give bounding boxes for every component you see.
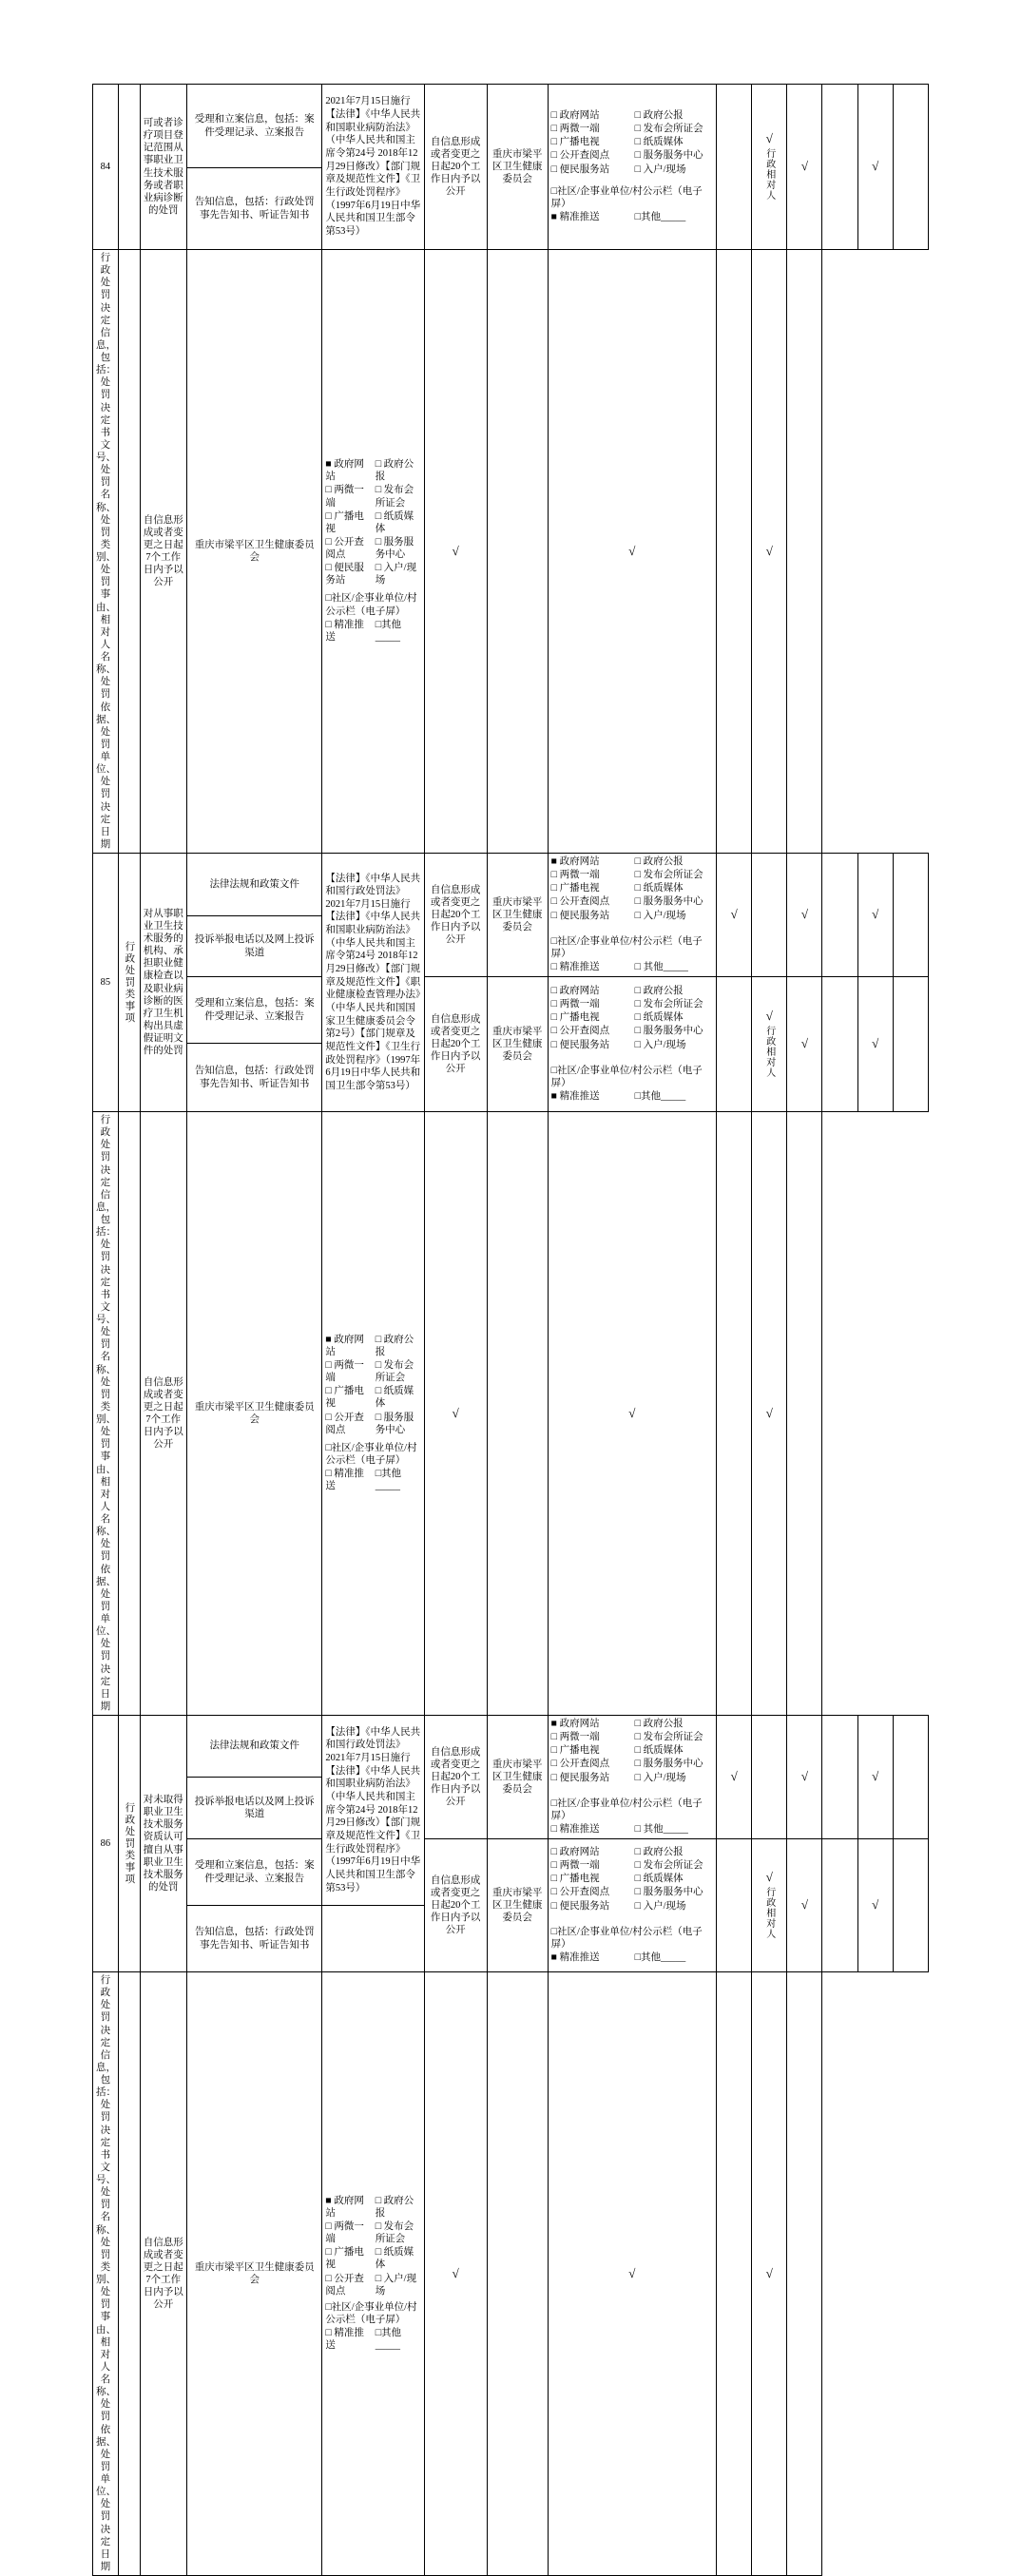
- chk-public-access[interactable]: □ 公开查阅点: [325, 536, 364, 560]
- time-limit-85c: 自信息形成或者变更之日起7个工作日内予以公开: [140, 1112, 187, 1716]
- category-cell-85: [118, 854, 140, 1112]
- time-limit-86c: 自信息形成或者变更之日起7个工作日内予以公开: [140, 1972, 187, 2576]
- chk-community-board[interactable]: □社区/企事业单位/村公示栏（电子屏）: [550, 185, 703, 209]
- chk-broadcast[interactable]: □ 广播电视: [550, 1874, 600, 1885]
- chk-gov-site[interactable]: □ 政府网站: [550, 110, 600, 121]
- mark-1-86b: [717, 1839, 752, 1972]
- table-row: [93, 977, 929, 1044]
- mark-2-84b: [487, 250, 548, 854]
- chk-press-conf[interactable]: □ 发布会所证会: [634, 870, 703, 881]
- chk-precise-push[interactable]: □ 精准推送: [550, 1823, 600, 1835]
- item-name-86: [140, 1716, 187, 1972]
- chk-broadcast[interactable]: □ 广播电视: [550, 1012, 600, 1024]
- chk-convenience[interactable]: □ 便民服务站: [550, 1039, 610, 1050]
- chk-public-access[interactable]: □ 公开查阅点: [325, 1412, 364, 1435]
- chk-paper-media[interactable]: □ 纸质媒体: [375, 2247, 414, 2271]
- content-laws-policies: 法律法规和政策文件: [209, 878, 299, 890]
- chk-two-micro[interactable]: □ 两微一端: [325, 485, 364, 509]
- content-cell: [187, 977, 322, 1044]
- item-name-84-text: 可或者诊疗项目登记范围从事职业卫生技术服务或者职业病诊断的处罚: [143, 118, 183, 216]
- table-row: [93, 1839, 929, 1906]
- chk-gov-site[interactable]: ■ 政府网站: [550, 856, 600, 867]
- chk-service-center[interactable]: □ 服务服务中心: [634, 150, 703, 162]
- mark-4-86a: [822, 1716, 857, 1839]
- content-decision-info: 行政处罚决定信息，包括：处罚决定书文号、处罚名称、处罚类别、处罚事由、相对人名称、处罚依据、处罚单位、处罚决定日期: [96, 1115, 116, 1712]
- category-cell-84: [118, 85, 140, 250]
- chk-gov-site[interactable]: ■ 政府网站: [325, 459, 364, 483]
- content-accept-case: 受理和立案信息，包括：案件受理记录、立案报告: [194, 1860, 315, 1884]
- chk-other[interactable]: □其他_____: [634, 211, 686, 222]
- mark-1-85c: √: [424, 1112, 487, 1716]
- chk-gov-gazette[interactable]: □ 政府公报: [375, 2195, 414, 2219]
- chk-gov-gazette[interactable]: □ 政府公报: [634, 986, 684, 996]
- chk-convenience[interactable]: □ 便民服务站: [550, 163, 610, 175]
- mark-5-86b: √: [857, 1839, 893, 1972]
- chk-community-board[interactable]: □社区/企事业单位/村公示栏（电子屏）: [325, 1442, 417, 1466]
- chk-other[interactable]: □ 其他_____: [634, 961, 688, 972]
- chk-door[interactable]: □ 入户/现场: [634, 1772, 686, 1783]
- channel-checklist[interactable]: [325, 1334, 420, 1493]
- mark-3-86b: √: [787, 1839, 822, 1972]
- chk-precise-push[interactable]: ■ 精准推送: [550, 211, 600, 222]
- admin-counterpart-label: 行政相对人: [763, 148, 775, 202]
- chk-community-board[interactable]: □社区/企事业单位/村公示栏（电子屏）: [325, 593, 417, 617]
- item-name-86-text: 对未取得职业卫生技术服务资质认可擅自从事职业卫生技术服务的处罚: [143, 1795, 183, 1893]
- category-label-85: 行政处罚类事项: [124, 940, 135, 1025]
- chk-door[interactable]: □ 入户/现场: [634, 910, 686, 921]
- time-limit-86b: 自信息形成或者变更之日起20个工作日内予以公开: [424, 1839, 487, 1972]
- table-row: [93, 1112, 929, 1716]
- table-row: [93, 1716, 929, 1778]
- channel-cell-86b: [548, 1839, 716, 1972]
- chk-community-board[interactable]: □社区/企事业单位/村公示栏（电子屏）: [550, 935, 703, 959]
- chk-gov-site[interactable]: □ 政府网站: [550, 986, 600, 996]
- content-cell: [93, 1972, 119, 2576]
- item-name-84: [140, 85, 187, 250]
- channel-checklist[interactable]: [551, 855, 713, 973]
- mark-3-84b: √: [548, 250, 716, 854]
- chk-two-micro[interactable]: □ 两微一端: [550, 999, 600, 1010]
- chk-community-board[interactable]: □社区/企事业单位/村公示栏（电子屏）: [325, 2301, 417, 2325]
- content-cell: [187, 85, 322, 168]
- chk-other[interactable]: □其他_____: [375, 619, 402, 643]
- channel-checklist[interactable]: [325, 458, 420, 644]
- channel-checklist[interactable]: [551, 1846, 713, 1964]
- chk-convenience[interactable]: □ 便民服务站: [550, 910, 610, 921]
- chk-paper-media[interactable]: □ 纸质媒体: [375, 510, 414, 534]
- chk-other[interactable]: □其他_____: [375, 1469, 402, 1492]
- chk-press-conf[interactable]: □ 发布会所证会: [375, 2221, 414, 2245]
- mark-6-84b: [787, 250, 822, 854]
- channel-checklist[interactable]: [551, 109, 713, 223]
- mark-1-85a: √: [717, 854, 752, 977]
- channel-checklist[interactable]: [325, 2195, 420, 2353]
- chk-paper-media[interactable]: □ 纸质媒体: [634, 1874, 684, 1885]
- chk-precise-push[interactable]: □ 精准推送: [325, 2328, 364, 2352]
- category-label-86: 行政处罚类事项: [124, 1801, 135, 1886]
- mark-5-84: √: [857, 85, 893, 250]
- admin-counterpart-label: 行政相对人: [763, 1887, 775, 1940]
- chk-press-conf[interactable]: □ 发布会所证会: [375, 1360, 414, 1384]
- mark-6-86c: [787, 1972, 822, 2576]
- mark-3-84: √: [787, 85, 822, 250]
- mark-4-86b: [822, 1839, 857, 1972]
- mark-1-84b: √: [424, 250, 487, 854]
- chk-broadcast[interactable]: □ 广播电视: [550, 137, 600, 148]
- content-notice-info: 告知信息，包括：行政处罚事先告知书、听证告知书: [194, 1066, 315, 1089]
- content-cell: [187, 1839, 322, 1906]
- mark-6-86b: [893, 1839, 928, 1972]
- table-row: [93, 85, 929, 168]
- chk-press-conf[interactable]: □ 发布会所证会: [634, 999, 703, 1010]
- org-85c: 重庆市梁平区卫生健康委员会: [187, 1112, 322, 1716]
- chk-convenience[interactable]: □ 便民服务站: [550, 1900, 610, 1912]
- category-cell-86: [118, 1716, 140, 1972]
- mark-3-85c: √: [548, 1112, 716, 1716]
- content-cell: [93, 250, 119, 854]
- legal-basis-86b: [322, 1906, 424, 1972]
- chk-paper-media[interactable]: □ 纸质媒体: [375, 1386, 414, 1410]
- chk-paper-media[interactable]: □ 纸质媒体: [634, 137, 684, 148]
- mark-5-85c: √: [752, 1112, 787, 1716]
- content-accept-case: 受理和立案信息，包括：案件受理记录、立案报告: [194, 998, 315, 1022]
- chk-press-conf[interactable]: □ 发布会所证会: [634, 1732, 703, 1743]
- chk-broadcast[interactable]: □ 广播电视: [550, 883, 600, 894]
- mark-5-84b: √: [752, 250, 787, 854]
- mark-6-85b: [893, 977, 928, 1112]
- mark-3-86c: √: [548, 1972, 716, 2576]
- mark-3-86a: √: [787, 1716, 822, 1839]
- legal-basis-84b: [118, 250, 140, 854]
- chk-precise-push[interactable]: □ 精准推送: [325, 1469, 364, 1492]
- content-decision-info: 行政处罚决定信息，包括：处罚决定书文号、处罚名称、处罚类别、处罚事由、相对人名称、处罚依据、处罚单位、处罚决定日期: [96, 253, 116, 850]
- content-cell: [187, 1778, 322, 1839]
- chk-two-micro[interactable]: □ 两微一端: [325, 1360, 364, 1384]
- chk-gov-gazette[interactable]: □ 政府公报: [375, 459, 414, 483]
- org-84: 重庆市梁平区卫生健康委员会: [487, 85, 548, 250]
- chk-gov-site[interactable]: ■ 政府网站: [325, 2195, 364, 2219]
- org-86b: 重庆市梁平区卫生健康委员会: [487, 1839, 548, 1972]
- mark-1-85b: [717, 977, 752, 1112]
- chk-other[interactable]: □其他_____: [634, 1951, 686, 1963]
- channel-cell-84b: [322, 250, 424, 854]
- mark-5-85a: √: [857, 854, 893, 977]
- chk-precise-push[interactable]: □ 精准推送: [550, 961, 600, 972]
- content-complaint-channel: 投诉举报电话以及网上投诉渠道: [194, 1796, 315, 1819]
- chk-precise-push[interactable]: ■ 精准推送: [550, 1951, 600, 1963]
- channel-checklist[interactable]: [551, 1718, 713, 1836]
- mark-1-86c: √: [424, 1972, 487, 2576]
- chk-broadcast[interactable]: □ 广播电视: [550, 1745, 600, 1757]
- content-laws-policies: 法律法规和政策文件: [209, 1740, 299, 1752]
- chk-public-access[interactable]: □ 公开查阅点: [550, 150, 610, 162]
- content-cell: [187, 1716, 322, 1778]
- chk-precise-push[interactable]: □ 精准推送: [325, 619, 364, 643]
- chk-gov-gazette[interactable]: □ 政府公报: [634, 1719, 684, 1729]
- legal-basis-84: 2021年7月15日施行【法律】《中华人民共和国职业病防治法》（中华人民共和国主席令第24号 2018年12月29日修改）【部门规章及规范性文件】《卫生行政处罚程序》（1997年6月19日中华人民共和国卫生部令第53号）: [322, 85, 424, 250]
- mark-3-85b: √: [787, 977, 822, 1112]
- mark-4-86c: [717, 1972, 752, 2576]
- row-index-84: 84: [93, 85, 119, 250]
- mark-3-85a: √: [787, 854, 822, 977]
- mark-5-85b: √: [857, 977, 893, 1112]
- row-index-86: 86: [93, 1716, 119, 1972]
- org-86c: 重庆市梁平区卫生健康委员会: [187, 1972, 322, 2576]
- chk-gov-site[interactable]: ■ 政府网站: [325, 1334, 364, 1357]
- content-cell: [187, 168, 322, 250]
- chk-door[interactable]: □ 入户/现场: [375, 2273, 417, 2297]
- mark-5-86a: √: [857, 1716, 893, 1839]
- row-index-85: 85: [93, 854, 119, 1112]
- channel-checklist[interactable]: [551, 985, 713, 1103]
- chk-door[interactable]: □ 入户/现场: [634, 1900, 686, 1912]
- mark-1-86a: √: [717, 1716, 752, 1839]
- mark-6-85c: [787, 1112, 822, 1716]
- time-limit-84b: 自信息形成或者变更之日起7个工作日内予以公开: [140, 250, 187, 854]
- chk-public-access[interactable]: □ 公开查阅点: [550, 1759, 610, 1770]
- legal-basis-85: 【法律】《中华人民共和国行政处罚法》2021年7月15日施行【法律】《中华人民共和国职业病防治法》（中华人民共和国主席令第24号 2018年12月29日修改）【部门规章及规范性文件】《职业健康检查管理办法》（中华人民共和国国家卫生健康委员会令第2号）【部门规章及规范性文件】《卫生行政处罚程序》（1997年6月19日中华人民共和国卫生部令第53号）: [322, 854, 424, 1112]
- table-row: [93, 250, 929, 854]
- chk-precise-push[interactable]: ■ 精准推送: [550, 1090, 600, 1102]
- chk-press-conf[interactable]: □ 发布会所证会: [634, 124, 703, 135]
- time-limit-85b: 自信息形成或者变更之日起20个工作日内予以公开: [424, 977, 487, 1112]
- mark-2-84: √ 行政相对人: [752, 85, 787, 250]
- content-cell: [187, 1044, 322, 1112]
- content-cell: [187, 854, 322, 916]
- chk-two-micro[interactable]: □ 两微一端: [550, 1732, 600, 1743]
- chk-gov-gazette[interactable]: □ 政府公报: [634, 110, 684, 121]
- org-85a: 重庆市梁平区卫生健康委员会: [487, 854, 548, 977]
- chk-door[interactable]: □ 入户/现场: [634, 163, 686, 175]
- content-complaint-channel: 投诉举报电话以及网上投诉渠道: [194, 934, 315, 958]
- chk-service-center[interactable]: □ 服务服务中心: [634, 896, 703, 908]
- table-row: [93, 854, 929, 916]
- chk-service-center[interactable]: □ 服务服务中心: [375, 1412, 414, 1435]
- chk-community-board[interactable]: □社区/企事业单位/村公示栏（电子屏）: [550, 1926, 703, 1950]
- mark-6-86a: [893, 1716, 928, 1839]
- chk-community-board[interactable]: □社区/企事业单位/村公示栏（电子屏）: [550, 1065, 703, 1088]
- mark-4-85a: [822, 854, 857, 977]
- mark-6-85a: [893, 854, 928, 977]
- mark-2-86a: [752, 1716, 787, 1839]
- content-cell: [187, 1906, 322, 1972]
- legal-basis-86c: [118, 1972, 140, 2576]
- content-cell: [93, 1112, 119, 1716]
- chk-service-center[interactable]: □ 服务服务中心: [375, 536, 414, 560]
- mark-2-85a: [752, 854, 787, 977]
- chk-other[interactable]: □ 其他_____: [634, 1823, 688, 1835]
- mark-4-85b: [822, 977, 857, 1112]
- item-name-85-text: 对从事职业卫生技术服务的机构、承担职业健康检查以及职业病诊断的医疗卫生机构出具虚假证明文件的处罚: [143, 908, 183, 1057]
- chk-broadcast[interactable]: □ 广播电视: [325, 2247, 364, 2271]
- chk-service-center[interactable]: □ 服务服务中心: [634, 1026, 703, 1037]
- mark-2-85c: [487, 1112, 548, 1716]
- disclosure-table: [92, 84, 929, 2576]
- legal-basis-86: 【法律】《中华人民共和国行政处罚法》2021年7月15日施行【法律】《中华人民共和国职业病防治法》（中华人民共和国主席令第24号 2018年12月29日修改）【部门规章及规范性文件】《卫生行政处罚程序》（1997年6月19日中华人民共和国卫生部令第53号）: [322, 1716, 424, 1906]
- channel-cell-85b: [548, 977, 716, 1112]
- chk-public-access[interactable]: □ 公开查阅点: [550, 1887, 610, 1898]
- chk-door[interactable]: □ 入户/现场: [634, 1039, 686, 1050]
- channel-cell-86c: [322, 1972, 424, 2576]
- chk-two-micro[interactable]: □ 两微一端: [550, 870, 600, 881]
- chk-service-center[interactable]: □ 服务服务中心: [634, 1759, 703, 1770]
- legal-basis-85c: [118, 1112, 140, 1716]
- chk-two-micro[interactable]: □ 两微一端: [550, 1860, 600, 1872]
- item-name-85: [140, 854, 187, 1112]
- content-notice-info: 告知信息，包括：行政处罚事先告知书、听证告知书: [194, 197, 315, 221]
- org-84b: 重庆市梁平区卫生健康委员会: [187, 250, 322, 854]
- chk-press-conf[interactable]: □ 发布会所证会: [634, 1860, 703, 1872]
- chk-paper-media[interactable]: □ 纸质媒体: [634, 1012, 684, 1024]
- mark-4-84b: [717, 250, 752, 854]
- mark-5-86c: √: [752, 1972, 787, 2576]
- content-accept-case: 受理和立案信息，包括：案件受理记录、立案报告: [194, 114, 315, 138]
- time-limit-84: 自信息形成或者变更之日起20个工作日内予以公开: [424, 85, 487, 250]
- chk-door[interactable]: □ 入户/现场: [375, 563, 417, 586]
- chk-public-access[interactable]: □ 公开查阅点: [550, 896, 610, 908]
- chk-two-micro[interactable]: □ 两微一端: [550, 124, 600, 135]
- chk-broadcast[interactable]: □ 广播电视: [325, 1386, 364, 1410]
- chk-public-access[interactable]: □ 公开查阅点: [550, 1026, 610, 1037]
- chk-public-access[interactable]: □ 公开查阅点: [325, 2273, 364, 2297]
- channel-cell-85c: [322, 1112, 424, 1716]
- mark-2-86b: √ 行政相对人: [752, 1839, 787, 1972]
- mark-1-84: [717, 85, 752, 250]
- time-limit-86a: 自信息形成或者变更之日起20个工作日内予以公开: [424, 1716, 487, 1839]
- time-limit-85a: 自信息形成或者变更之日起20个工作日内予以公开: [424, 854, 487, 977]
- channel-cell-84: [548, 85, 716, 250]
- chk-community-board[interactable]: □社区/企事业单位/村公示栏（电子屏）: [550, 1797, 703, 1821]
- channel-cell-86a: [548, 1716, 716, 1839]
- chk-gov-site[interactable]: ■ 政府网站: [550, 1719, 600, 1729]
- chk-gov-gazette[interactable]: □ 政府公报: [634, 1847, 684, 1857]
- chk-gov-gazette[interactable]: □ 政府公报: [634, 856, 684, 867]
- content-cell: [187, 916, 322, 977]
- chk-paper-media[interactable]: □ 纸质媒体: [634, 1745, 684, 1757]
- chk-other[interactable]: □其他_____: [634, 1090, 686, 1102]
- chk-convenience[interactable]: □ 便民服务站: [550, 1772, 610, 1783]
- chk-paper-media[interactable]: □ 纸质媒体: [634, 883, 684, 894]
- org-85b: 重庆市梁平区卫生健康委员会: [487, 977, 548, 1112]
- admin-counterpart-label: 行政相对人: [763, 1026, 775, 1079]
- chk-other[interactable]: □其他_____: [375, 2328, 402, 2352]
- mark-2-86c: [487, 1972, 548, 2576]
- content-decision-info: 行政处罚决定信息，包括：处罚决定书文号、处罚名称、处罚类别、处罚事由、相对人名称、处罚依据、处罚单位、处罚决定日期: [96, 1975, 116, 2572]
- mark-4-84: [822, 85, 857, 250]
- channel-cell-85a: [548, 854, 716, 977]
- mark-4-85c: [717, 1112, 752, 1716]
- chk-gov-site[interactable]: □ 政府网站: [550, 1847, 600, 1857]
- chk-two-micro[interactable]: □ 两微一端: [325, 2221, 364, 2245]
- org-86a: 重庆市梁平区卫生健康委员会: [487, 1716, 548, 1839]
- chk-press-conf[interactable]: □ 发布会所证会: [375, 485, 414, 509]
- table-row: [93, 1972, 929, 2576]
- chk-convenience[interactable]: □ 便民服务站: [325, 563, 364, 586]
- mark-6-84: [893, 85, 928, 250]
- mark-2-85b: √ 行政相对人: [752, 977, 787, 1112]
- chk-service-center[interactable]: □ 服务服务中心: [634, 1887, 703, 1898]
- chk-gov-gazette[interactable]: □ 政府公报: [375, 1334, 414, 1357]
- chk-broadcast[interactable]: □ 广播电视: [325, 510, 364, 534]
- content-notice-info: 告知信息，包括：行政处罚事先告知书、听证告知书: [194, 1927, 315, 1951]
